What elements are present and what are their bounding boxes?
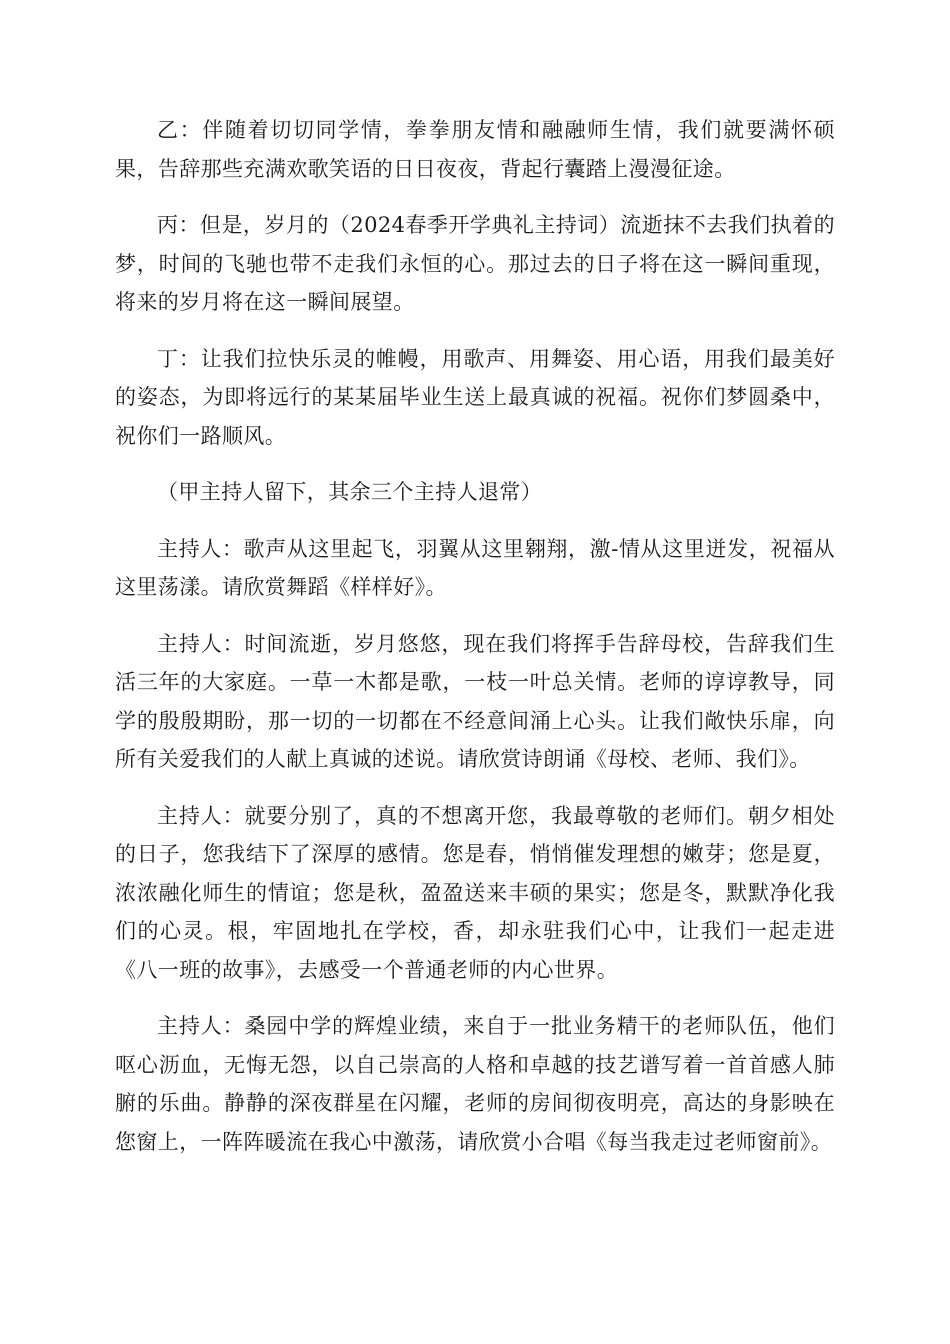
paragraph-host-chorus: 主持人：桑园中学的辉煌业绩，来自于一批业务精干的老师队伍，他们呕心沥血，无悔无怨，以自己崇高的人格和卓越的技艺谱写着一首首感人肺腑的乐曲。静静的深夜群星在闪耀，老师的房间彻夜明亮，高达的身影映在您窗上，一阵阵暖流在我心中激荡，请欣赏小合唱《每当我走过老师窗前》。 [115,1014,835,1154]
document-body [115,111,835,1179]
paragraph-bing: 丙：但是，岁月的（2024春季开学典礼主持词）流逝抹不去我们执着的梦，时间的飞驰也带不走我们永恒的心。那过去的日子将在这一瞬间重现，将来的岁月将在这一瞬间展望。 [115,213,835,314]
stage-direction: （甲主持人留下，其余三个主持人退常） [157,480,543,504]
paragraph-ding: 丁：让我们拉快乐灵的帷幔，用歌声、用舞姿、用心语，用我们最美好的姿态，为即将远行的某某届毕业生送上最真诚的祝福。祝你们梦圆桑中，祝你们一路顺风。 [115,346,835,448]
paragraph-host-dance: 主持人：歌声从这里起飞，羽翼从这里翱翔，激-情从这里迸发，祝福从这里荡漾。请欣赏舞蹈《样样好》。 [115,536,835,599]
paragraph-yi: 乙：伴随着切切同学情，拳拳朋友情和融融师生情，我们就要满怀硕果，告辞那些充满欢歌笑语的日日夜夜，背起行囊踏上漫漫征途。 [115,118,835,181]
paragraph-host-story: 主持人：就要分别了，真的不想离开您，我最尊敬的老师们。朝夕相处的日子，您我结下了深厚的感情。您是春，悄悄催发理想的嫩芽；您是夏，浓浓融化师生的情谊；您是秋，盈盈送来丰硕的果实；您是冬，默默净化我们的心灵。根，牢固地扎在学校，香，却永驻我们心中，让我们一起走进《八一班的故事》，去感受一个普通老师的内心世界。 [115,803,835,982]
paragraph-host-poem: 主持人：时间流逝，岁月悠悠，现在我们将挥手告辞母校，告辞我们生活三年的大家庭。一草一木都是歌，一枝一叶总关情。老师的谆谆教导，同学的殷殷期盼，那一切的一切都在不经意间涌上心头。让我们敞快乐扉，向所有关爱我们的人献上真诚的述说。请欣赏诗朗诵《母校、老师、我们》。 [115,631,835,771]
